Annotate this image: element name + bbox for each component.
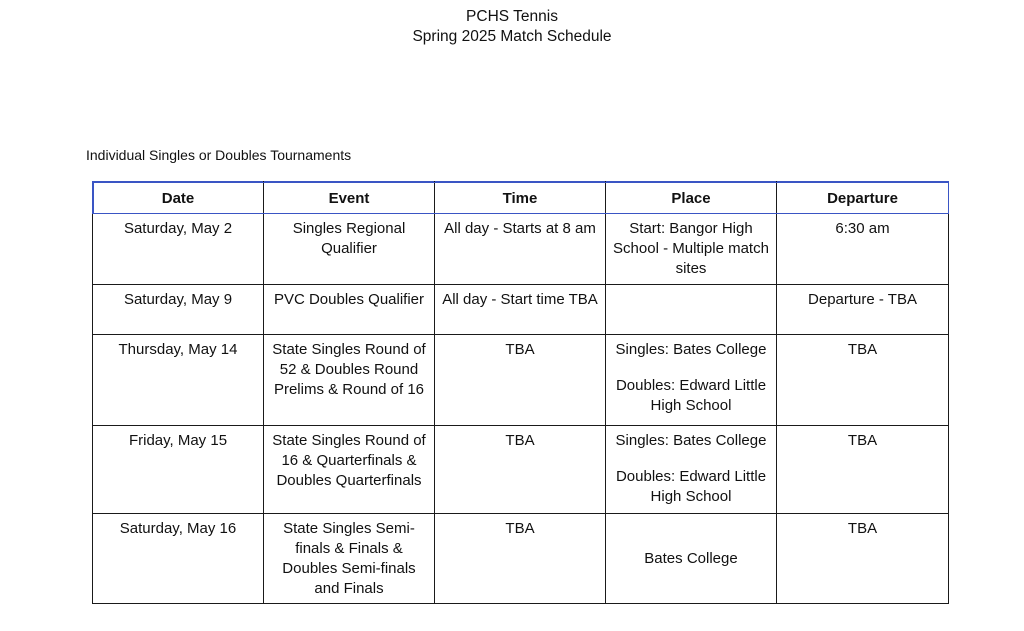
table-row [93,285,949,335]
event-cell: Singles Regional Qualifier [264,214,435,285]
place-doubles-text: Doubles: Edward Little High School [615,468,767,505]
table-row [93,214,949,285]
event-cell: State Singles Round of 52 & Doubles Round Prelims & Round of 16 [264,335,435,426]
column-header-date: Date [93,182,264,214]
time-cell: TBA [435,335,606,426]
document-title [0,7,1024,47]
departure-cell: Departure - TBA [777,285,949,335]
time-cell: TBA [435,514,606,604]
date-cell: Saturday, May 16 [93,514,264,604]
place-text: Bates College [644,550,738,567]
time-cell: All day - Starts at 8 am [435,214,606,285]
place-doubles-text: Doubles: Edward Little High School [615,377,767,414]
column-header-event: Event [264,182,435,214]
table-header-row [93,182,949,214]
date-cell: Saturday, May 2 [93,214,264,285]
place-text: Start: Bangor High School - Multiple match sites [613,220,769,277]
date-cell: Saturday, May 9 [93,285,264,335]
title-line-1: PCHS Tennis [466,8,558,25]
place-singles-text: Singles: Bates College [615,341,767,358]
departure-cell: TBA [777,335,949,426]
date-cell: Friday, May 15 [93,426,264,514]
table-row [93,335,949,426]
time-cell: TBA [435,426,606,514]
column-header-time: Time [435,182,606,214]
place-singles-text: Singles: Bates College [615,432,767,449]
event-cell: State Singles Semi-finals & Finals & Doubles Semi-finals and Finals [264,514,435,604]
place-cell [606,285,777,335]
column-header-departure: Departure [777,182,949,214]
time-cell: All day - Start time TBA [435,285,606,335]
schedule-table [92,181,949,604]
event-cell: State Singles Round of 16 & Quarterfinals & Doubles Quarterfinals [264,426,435,514]
place-cell [606,426,777,514]
table-row [93,426,949,514]
place-cell [606,214,777,285]
title-line-2: Spring 2025 Match Schedule [412,28,612,45]
event-cell: PVC Doubles Qualifier [264,285,435,335]
column-header-place: Place [606,182,777,214]
place-cell [606,514,777,604]
departure-cell: 6:30 am [777,214,949,285]
table-row [93,514,949,604]
section-label: Individual Singles or Doubles Tournaments [86,147,352,163]
date-cell: Thursday, May 14 [93,335,264,426]
place-cell [606,335,777,426]
departure-cell: TBA [777,426,949,514]
departure-cell: TBA [777,514,949,604]
